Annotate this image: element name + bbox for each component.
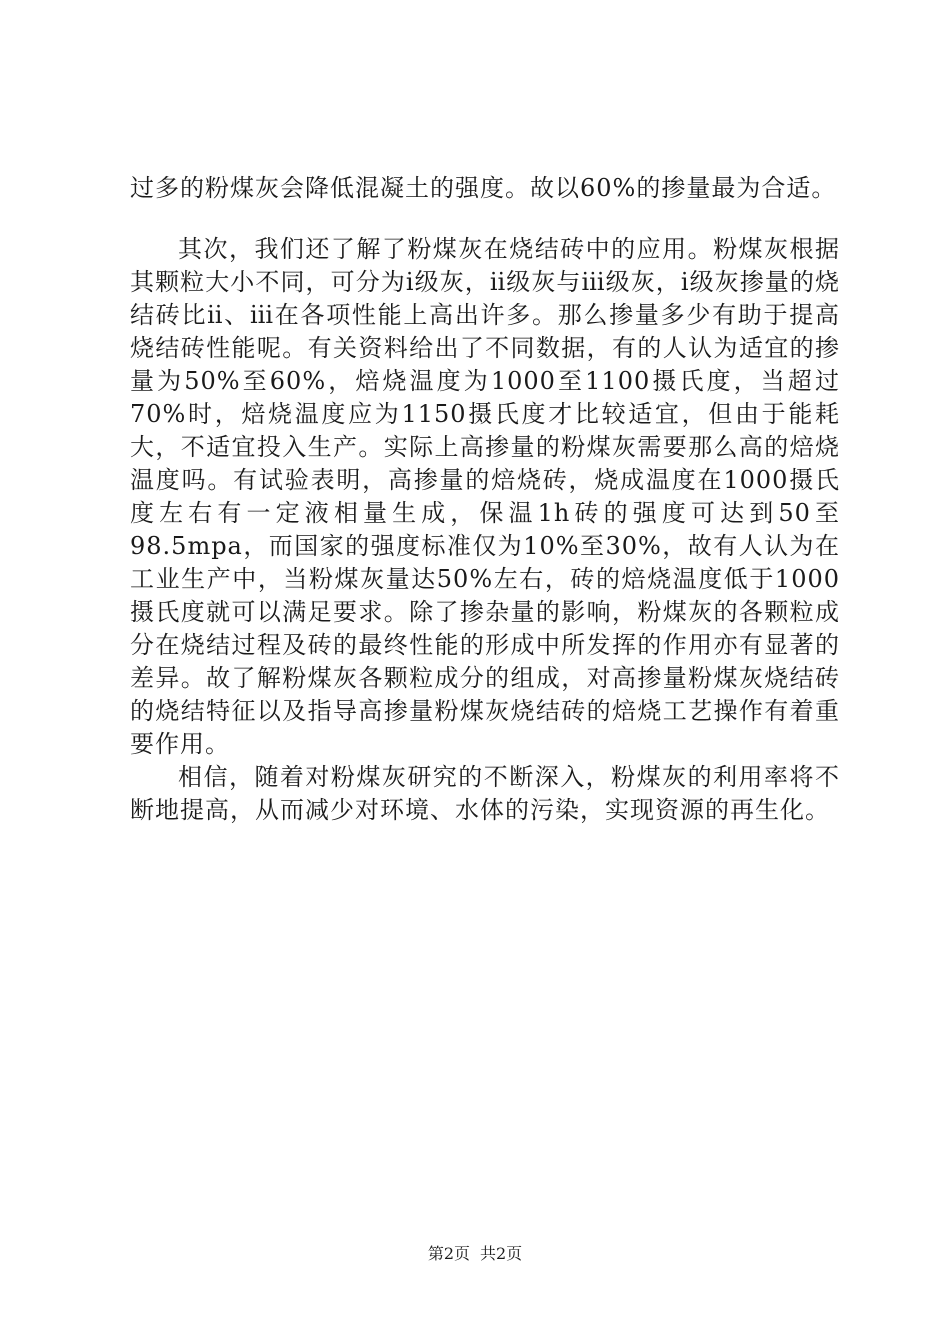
paragraph-sintered-brick: 其次，我们还了解了粉煤灰在烧结砖中的应用。粉煤灰根据其颗粒大小不同，可分为ⅰ级灰，ⅱ级灰与ⅲ级灰，ⅰ级灰掺量的烧结砖比ⅱ、ⅲ在各项性能上高出许多。那么掺量多少有助于提高烧结砖性能呢。有关资料给出了不同数据，有的人认为适宜的掺量为50%至60%，焙烧温度为1000至1100摄氏度，当超过70%时，焙烧温度应为1150摄氏度才比较适宜，但由于能耗大，不适宜投入生产。实际上高掺量的粉煤灰需要那么高的焙烧温度吗。有试验表明，高掺量的焙烧砖，烧成温度在1000摄氏度左右有一定液相量生成，保温1h砖的强度可达到50至98.5mpa，而国家的强度标准仅为10%至30%，故有人认为在工业生产中，当粉煤灰量达50%左右，砖的焙烧温度低于1000摄氏度就可以满足要求。除了掺杂量的影响，粉煤灰的各颗粒成分在烧结过程及砖的最终性能的形成中所发挥的作用亦有显著的差异。故了解粉煤灰各颗粒成分的组成，对高掺量粉煤灰烧结砖的烧结特征以及指导高掺量粉煤灰烧结砖的焙烧工艺操作有着重要作用。 xyxy=(130,235,840,758)
paragraph-spacer xyxy=(130,205,840,233)
page-footer xyxy=(0,1243,950,1265)
document-body xyxy=(130,172,840,827)
paragraph-continuation: 过多的粉煤灰会降低混凝土的强度。故以60%的掺量最为合适。 xyxy=(130,174,837,202)
page-total: 共2页 xyxy=(480,1244,523,1263)
page-number: 第2页 xyxy=(427,1244,470,1263)
paragraph-conclusion: 相信，随着对粉煤灰研究的不断深入，粉煤灰的利用率将不断地提高，从而减少对环境、水体的污染，实现资源的再生化。 xyxy=(130,763,840,824)
